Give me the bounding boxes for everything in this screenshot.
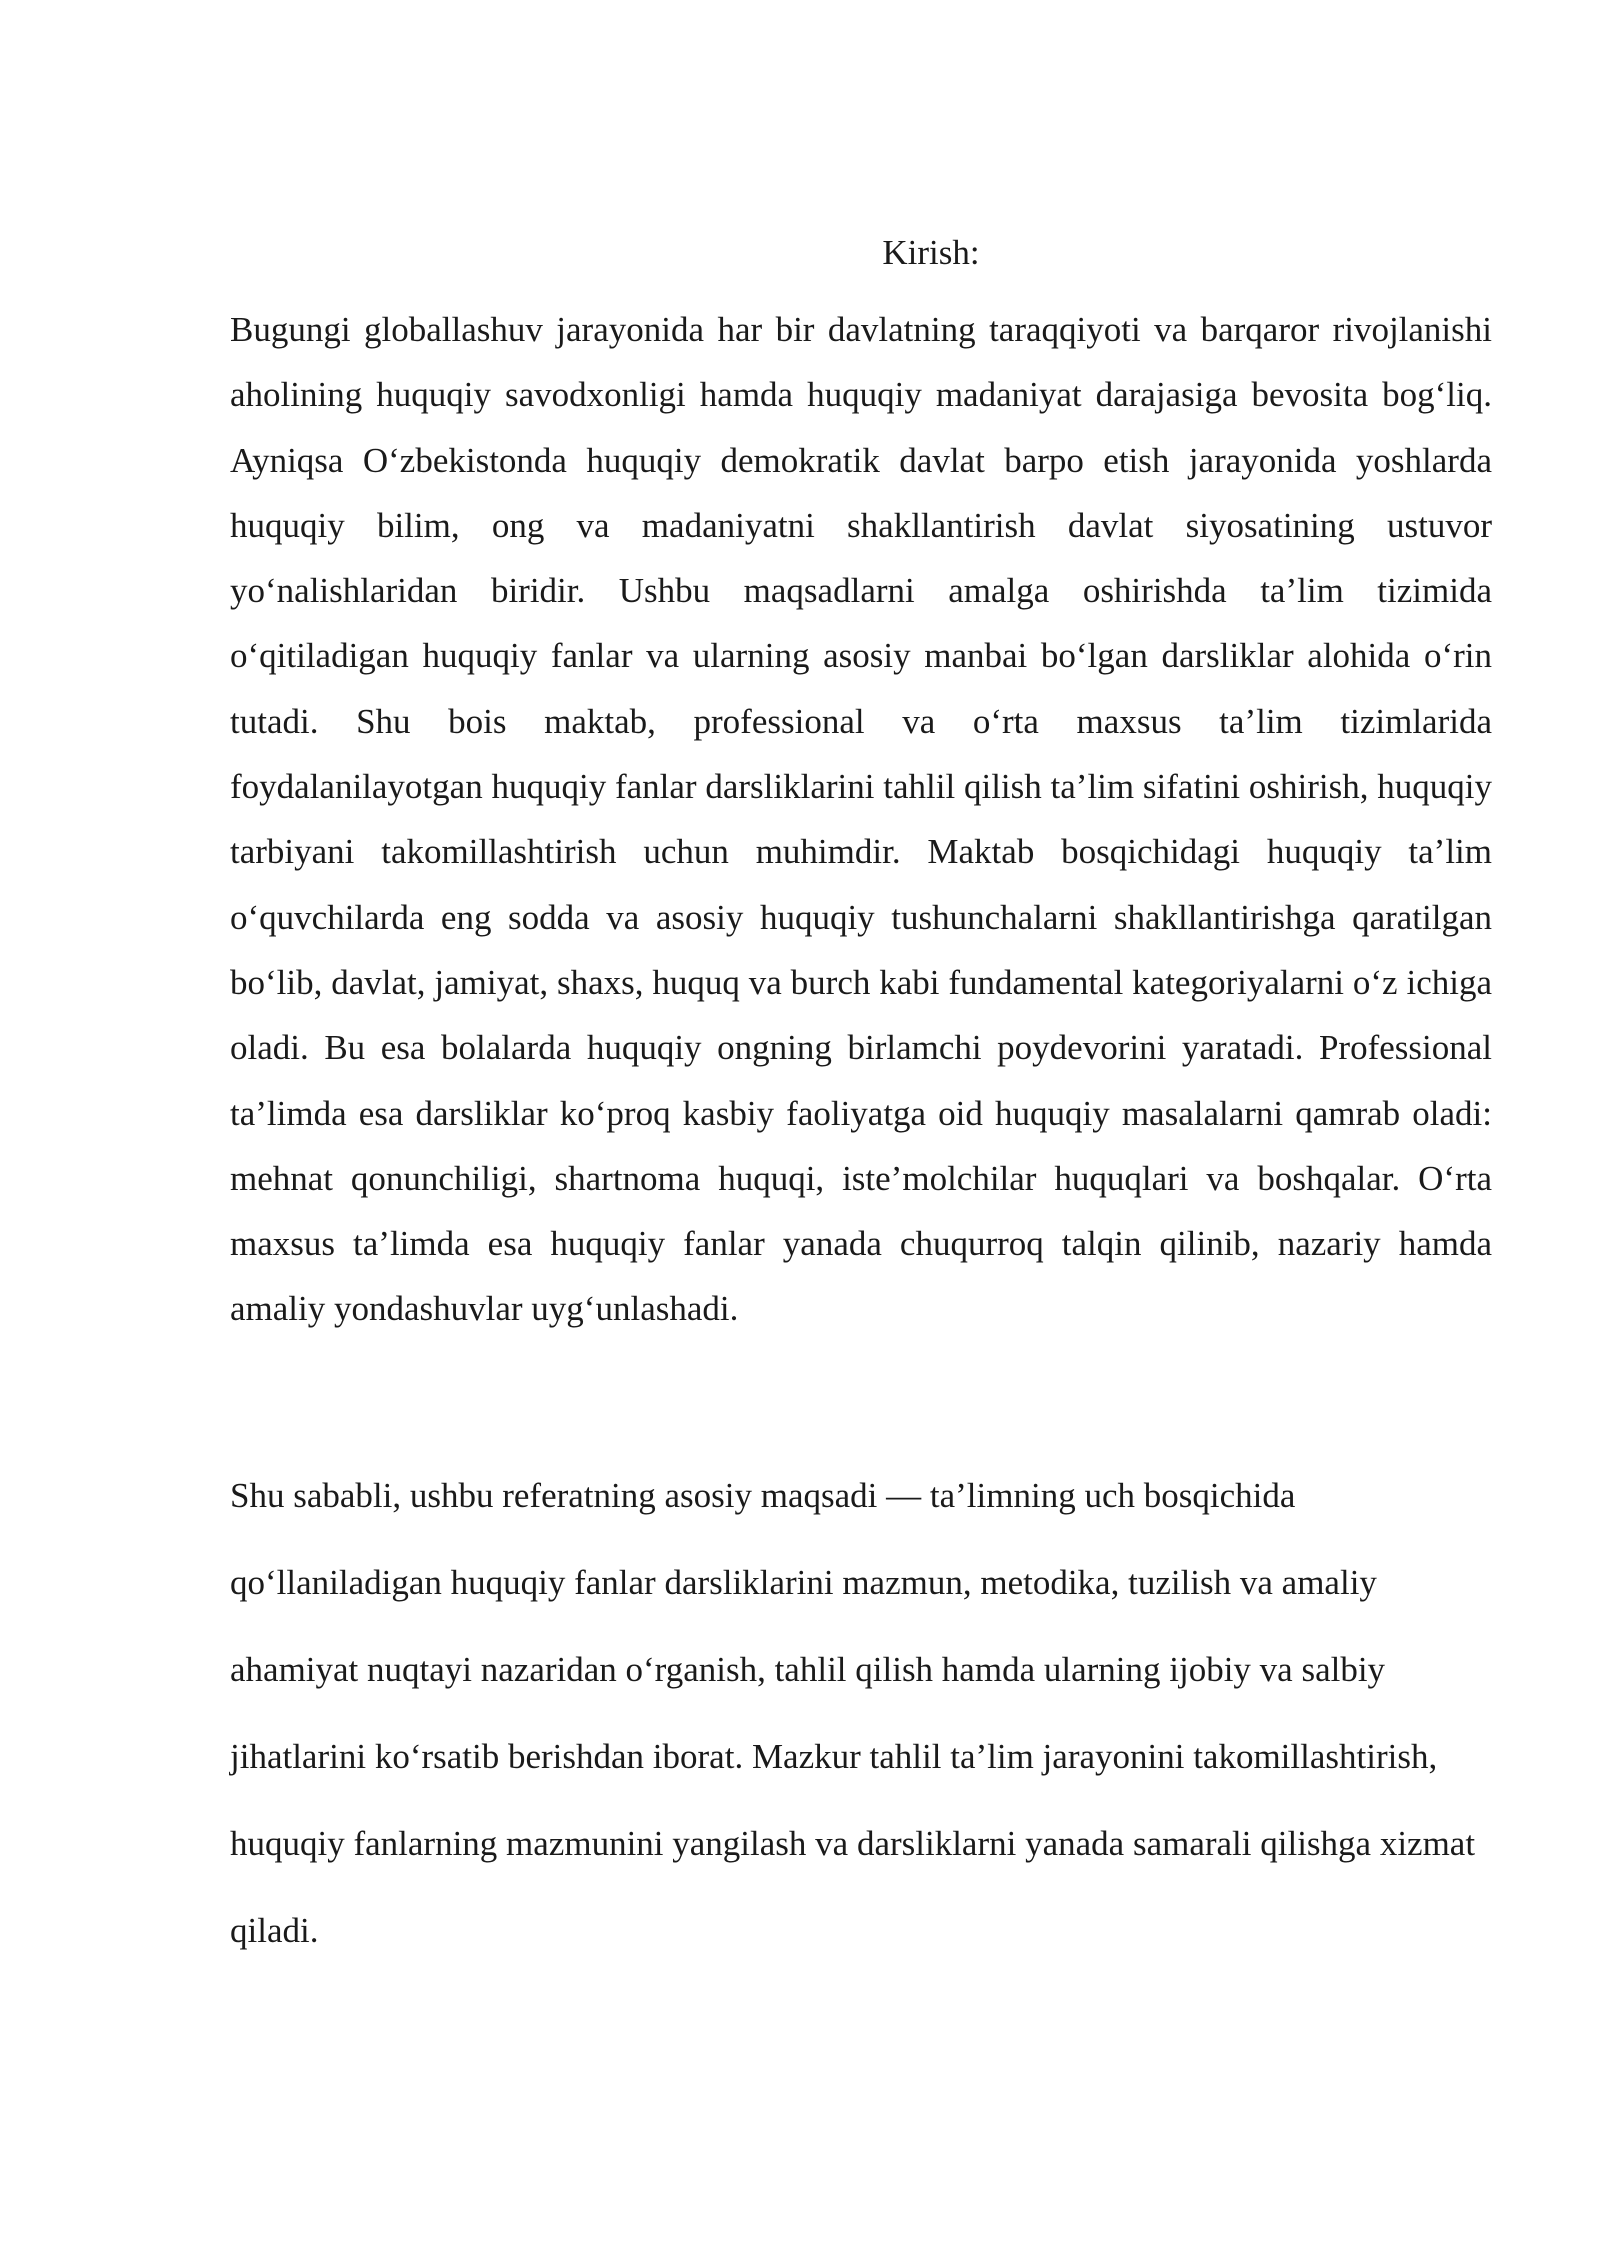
purpose-paragraph: Shu sababli, ushbu referatning asosiy maqsadi — ta’limning uch bosqichida qo‘llaniladigan huquqiy fanlar darsliklarini mazmun, metodika, tuzilish va amaliy ahamiyat nuqtayi nazaridan o‘rganish, tahlil qilish hamda ularning ijobiy va salbiy jihatlarini ko‘rsatib berishdan iborat. Mazkur tahlil ta’lim jarayonini takomillashtirish, huquqiy fanlarning mazmunini yangilash va darsliklarni yanada samarali qilishga xizmat qiladi. [230, 1475, 1476, 1950]
introduction-paragraph: Bugungi globallashuv jarayonida har bir davlatning taraqqiyoti va barqaror rivojlanishi aholining huquqiy savodxonligi hamda huquqiy madaniyat darajasiga bevosita bog‘liq. Ayniqsa O‘zbekistonda huquqiy demokratik davlat barpo etish jarayonida yoshlarda huquqiy bilim, ong va madaniyatni shakllantirish davlat siyosatining ustuvor yo‘nalishlaridan biridir. Ushbu maqsadlarni amalga oshirishda ta’lim tizimida o‘qitiladigan huquqiy fanlar va ularning asosiy manbai bo‘lgan darsliklar alohida o‘rin tutadi. Shu bois maktab, professional va o‘rta maxsus ta’lim tizimlarida foydalanilayotgan huquqiy fanlar darsliklarini tahlil qilish ta’lim sifatini oshirish, huquqiy tarbiyani takomillashtirish uchun muhimdir. Maktab bosqichidagi huquqiy ta’lim o‘quvchilarda eng sodda va asosiy huquqiy tushunchalarni shakllantirishga qaratilgan bo‘lib, davlat, jamiyat, shaxs, huquq va burch kabi fundamental kategoriyalarni o‘z ichiga oladi. Bu esa bolalarda huquqiy ongning birlamchi poydevorini yaratadi. Professional ta’limda esa darsliklar ko‘proq kasbiy faoliyatga oid huquqiy masalalarni qamrab oladi: mehnat qonunchiligi, shartnoma huquqi, iste’molchilar huquqlari va boshqalar. O‘rta maxsus ta’limda esa huquqiy fanlar yanada chuqurroq talqin qilinib, nazariy hamda amaliy yondashuvlar uyg‘unlashadi. [230, 310, 1492, 1329]
section-heading: Kirish: [882, 233, 980, 272]
paragraph-spacer [230, 1342, 1492, 1452]
document-body [230, 230, 1492, 1974]
